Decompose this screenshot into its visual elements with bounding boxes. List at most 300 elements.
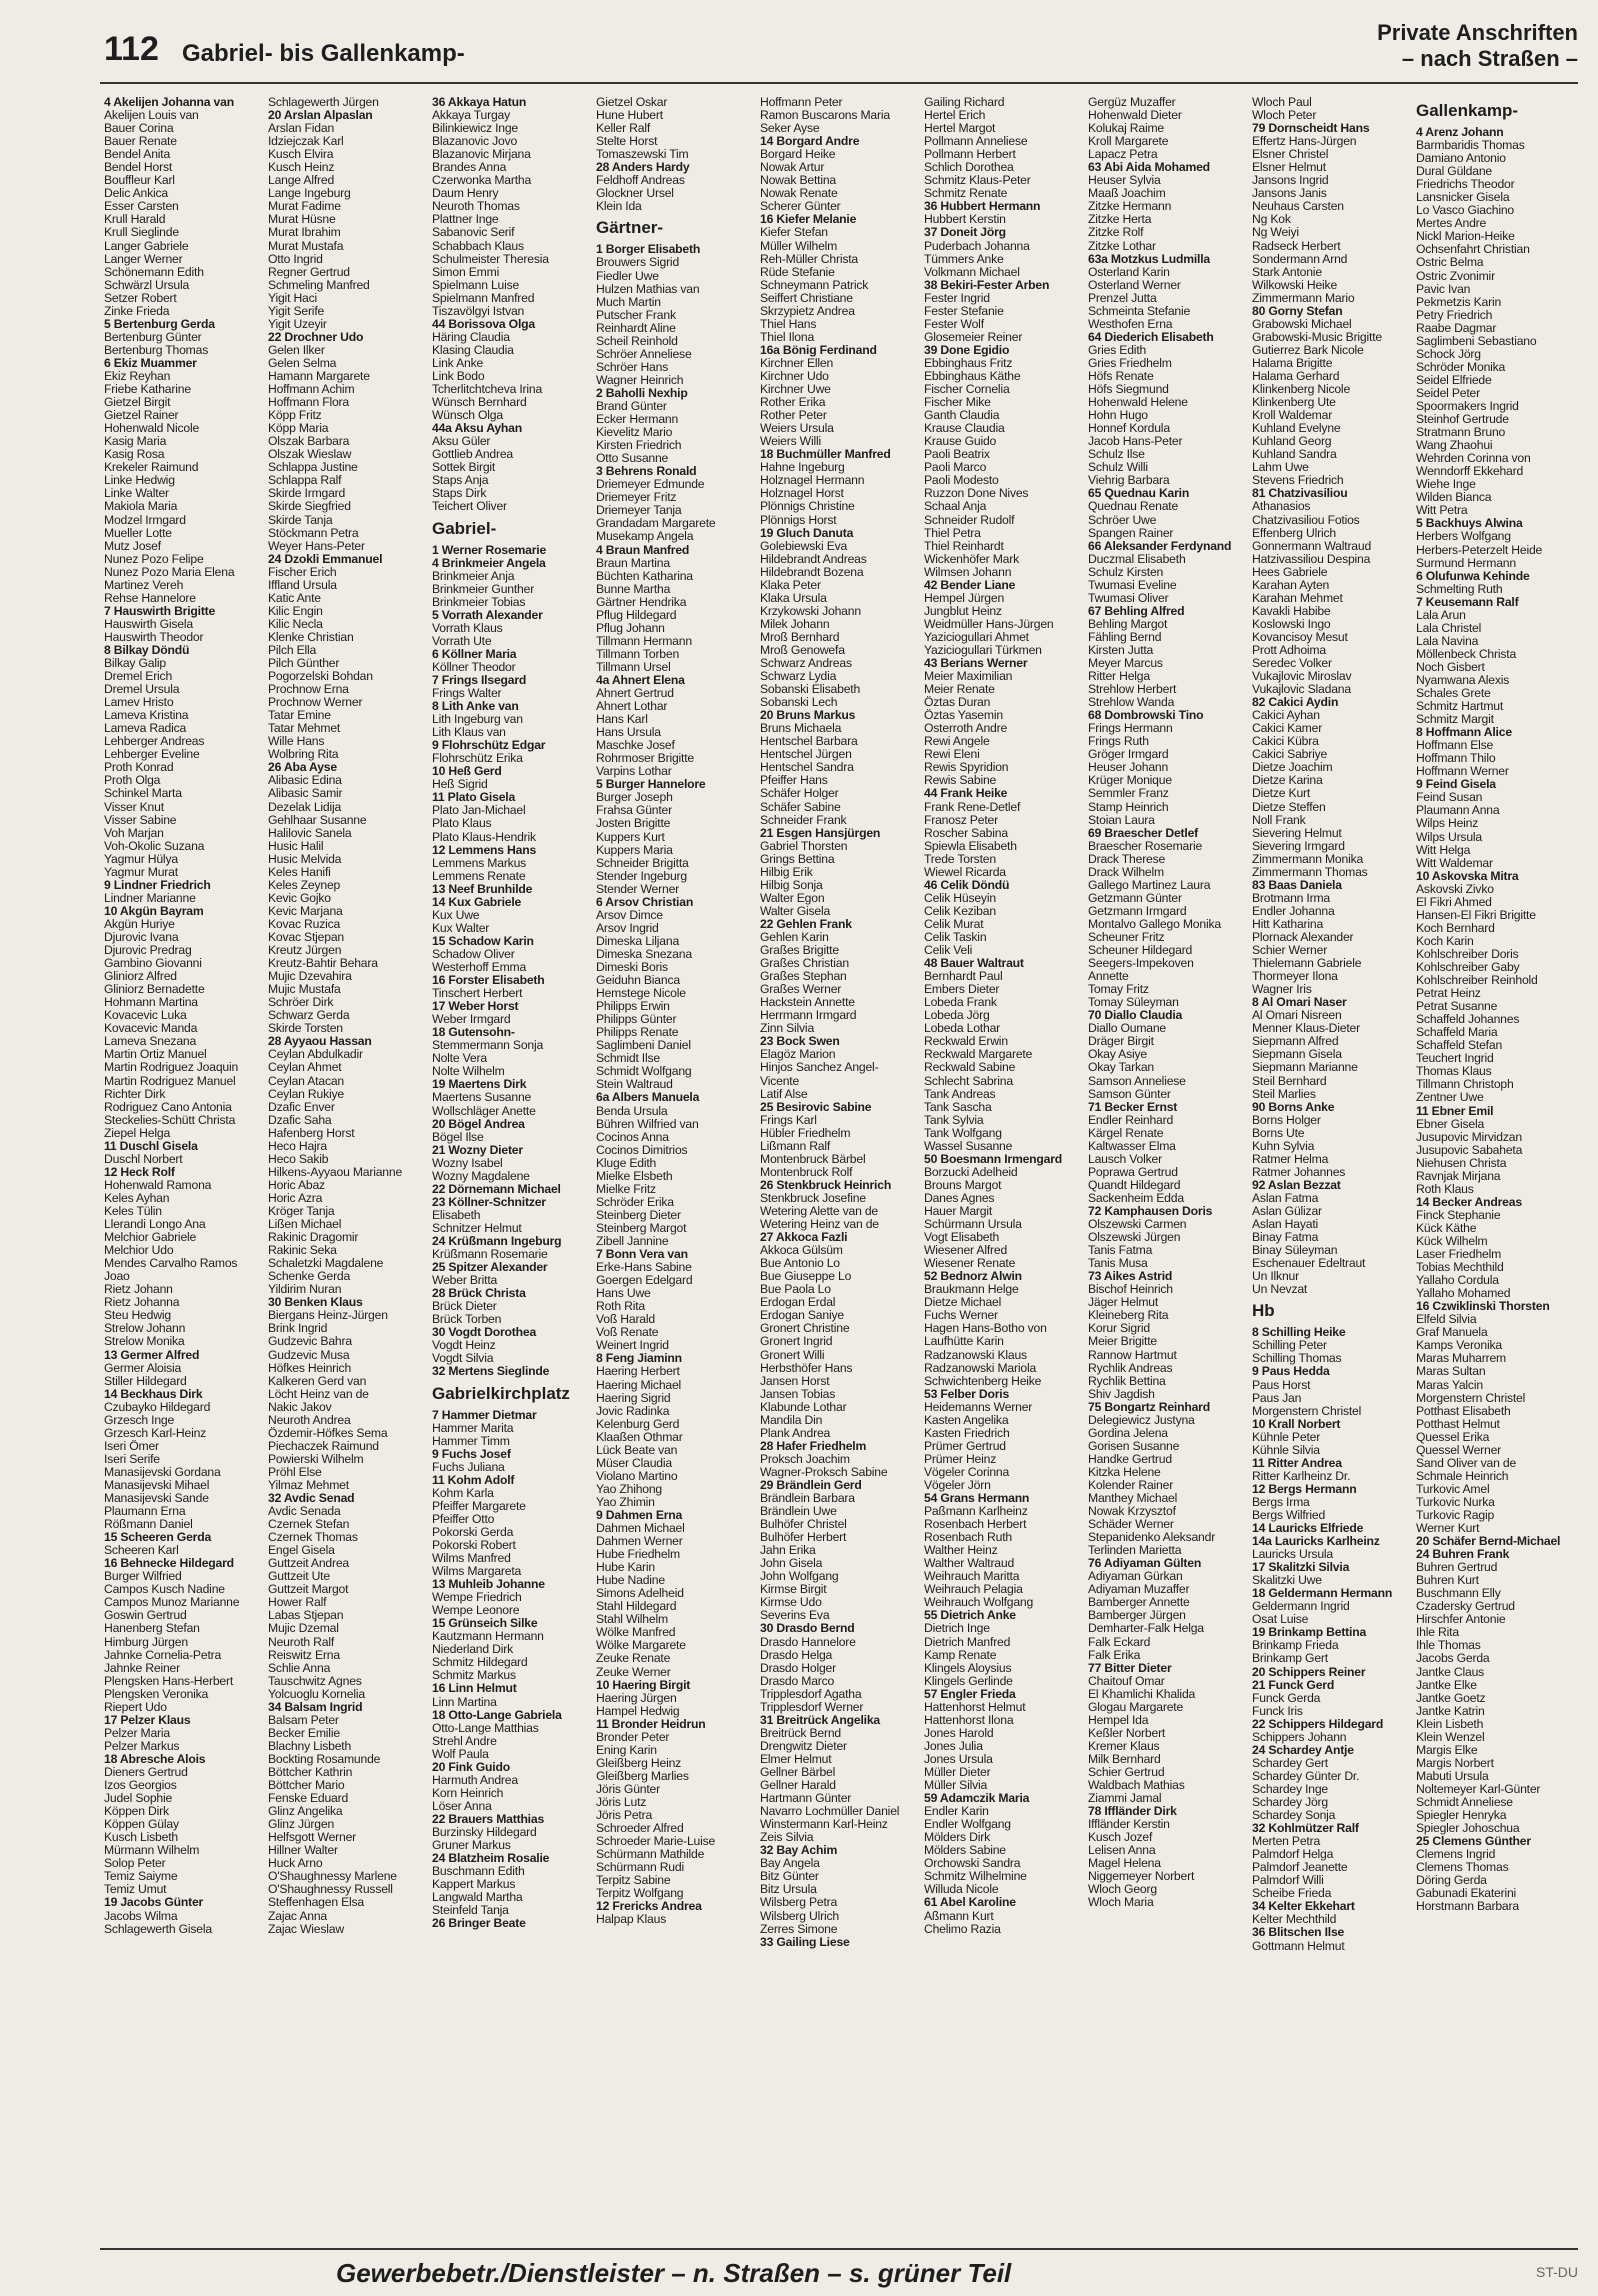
resident-entry: El Khamlichi Khalida — [1088, 1687, 1196, 1701]
resident-entry: Murat Hüsne — [268, 213, 336, 227]
resident-entry: Fenske Eduard — [268, 1792, 349, 1806]
resident-entry: Ritter Karlheinz Dr. — [1252, 1469, 1351, 1483]
resident-entry: Ziepel Helga — [104, 1126, 171, 1140]
resident-entry: Margis Elke — [1416, 1743, 1478, 1757]
resident-entry: Martin Rodriguez Joaquin — [104, 1061, 239, 1075]
resident-entry: Husic Halil — [268, 839, 324, 853]
resident-entry: Strehlow Herbert — [1088, 683, 1177, 697]
resident-entry: Nowak Renate — [760, 187, 838, 201]
resident-entry: Stelte Horst — [596, 135, 658, 149]
resident-entry: Jansen Horst — [760, 1374, 830, 1388]
resident-entry: Golebiewski Eva — [760, 539, 848, 553]
resident-entry: Kück Käthe — [1416, 1221, 1477, 1235]
directory-column-6 — [924, 96, 1080, 2236]
resident-entry: Karahan Ayten — [1252, 578, 1330, 592]
resident-entry: Ng Weiyi — [1252, 226, 1299, 240]
resident-entry: Schardey Inge — [1252, 1782, 1328, 1796]
resident-entry: Petrat Heinz — [1416, 987, 1481, 1001]
resident-entry: Halama Brigitte — [1252, 356, 1333, 370]
resident-entry: Funck Gerda — [1252, 1691, 1321, 1705]
resident-entry: Klingels Aloysius — [924, 1661, 1012, 1675]
resident-entry: Temiz Saiyme — [104, 1870, 178, 1884]
house-number-entry: 46 Celik Döndü — [924, 878, 1010, 892]
resident-entry: Aslan Hayati — [1252, 1218, 1319, 1232]
resident-entry: Frings Hermann — [1088, 722, 1173, 736]
resident-entry: Celik Hüseyin — [924, 891, 996, 905]
resident-entry: Lameva Radica — [104, 722, 187, 736]
resident-entry: Reh-Müller Christa — [760, 252, 858, 266]
resident-entry: Quednau Renate — [1088, 500, 1179, 514]
resident-entry: Schäder Werner — [1088, 1518, 1174, 1532]
resident-entry: Aslan Fatma — [1252, 1191, 1319, 1205]
resident-entry: Laufhütte Karin — [924, 1335, 1004, 1349]
resident-entry: Gärtner Hendrika — [596, 595, 687, 609]
resident-entry: Sand Oliver van de — [1416, 1456, 1517, 1470]
resident-entry: Bauer Corina — [104, 122, 174, 136]
resident-entry: Tillmann Ursel — [596, 660, 671, 674]
resident-entry: Hoffmann Achim — [268, 383, 355, 397]
resident-entry: Burger Joseph — [596, 791, 673, 805]
house-number-entry: 7 Keusemann Ralf — [1416, 595, 1519, 609]
resident-entry: Müller Silvia — [924, 1779, 988, 1793]
resident-entry: Thormeyer Ilona — [1252, 970, 1338, 984]
resident-entry: Brinkamp Frieda — [1252, 1639, 1339, 1653]
resident-entry: Gambino Giovanni — [104, 957, 202, 971]
resident-entry: Sobanski Elisabeth — [760, 683, 861, 697]
resident-entry: Wozny Magdalene — [432, 1169, 530, 1183]
resident-entry: Adiyaman Gürkan — [1088, 1570, 1183, 1584]
resident-entry: Schulz Kirsten — [1088, 565, 1164, 579]
resident-entry: Putscher Frank — [596, 308, 676, 322]
resident-entry: Rewi Angele — [924, 735, 990, 749]
resident-entry: Krause Guido — [924, 435, 997, 449]
resident-entry: Gorisen Susanne — [1088, 1439, 1180, 1453]
resident-entry: Kleineberg Rita — [1088, 1309, 1169, 1323]
resident-entry: Hauswirth Theodor — [104, 630, 204, 644]
resident-entry: Kaltwasser Elma — [1088, 1139, 1176, 1153]
resident-entry: Hohenwald Nicole — [104, 422, 200, 436]
resident-entry: Murat Fadime — [268, 200, 341, 214]
resident-entry: Kilic Necla — [268, 617, 323, 631]
resident-entry: Kuhland Evelyne — [1252, 422, 1341, 436]
house-number-entry: 34 Balsam Ingrid — [268, 1700, 363, 1714]
resident-entry: Stevens Friedrich — [1252, 474, 1344, 488]
resident-entry: Kirmse Udo — [760, 1596, 822, 1610]
resident-entry: Witt Waldemar — [1416, 856, 1493, 870]
resident-entry: Kuppers Kurt — [596, 830, 665, 844]
resident-entry: Nowak Artur — [760, 161, 825, 175]
house-number-entry: 7 Hauswirth Brigitte — [104, 604, 216, 618]
house-number-entry: 30 Drasdo Bernd — [760, 1622, 855, 1636]
resident-entry: Wiewel Ricarda — [924, 865, 1006, 879]
resident-entry: Tomaszewski Tim — [596, 148, 689, 162]
resident-entry: Lobeda Jörg — [924, 1009, 990, 1023]
page-range-title: Gabriel- bis Gallenkamp- — [182, 40, 465, 67]
resident-entry: Witt Helga — [1416, 843, 1471, 857]
resident-entry: Dietze Joachim — [1252, 761, 1333, 775]
house-number-entry: 19 Gluch Danuta — [760, 526, 854, 540]
house-number-entry: 22 Gehlen Frank — [760, 917, 852, 931]
resident-entry: Helfsgott Werner — [268, 1831, 357, 1845]
resident-entry: Gruner Markus — [432, 1839, 511, 1853]
resident-entry: Bue Antonio Lo — [760, 1257, 840, 1271]
resident-entry: Semmler Franz — [1088, 787, 1169, 801]
resident-entry: Setzer Robert — [104, 291, 177, 305]
resident-entry: Lobeda Lothar — [924, 1022, 1001, 1036]
house-number-entry: 82 Cakici Aydin — [1252, 696, 1339, 710]
resident-entry: Skalitzki Uwe — [1252, 1574, 1322, 1588]
resident-entry: Schabbach Klaus — [432, 239, 524, 253]
resident-entry: Hertel Margot — [924, 122, 996, 136]
house-number-entry: 22 Schippers Hildegard — [1252, 1717, 1384, 1731]
resident-entry: Pokorski Robert — [432, 1538, 516, 1552]
resident-entry: Wilsberg Ulrich — [760, 1909, 839, 1923]
resident-entry: Brotmann Irma — [1252, 891, 1330, 905]
resident-entry: Kohlschreiber Reinhold — [1416, 974, 1538, 988]
resident-entry: Behling Margot — [1088, 617, 1168, 631]
resident-entry: Koslowski Ingo — [1252, 617, 1331, 631]
resident-entry: Tripplesdorf Werner — [760, 1700, 864, 1714]
resident-entry: Hattenhorst Helmut — [924, 1700, 1026, 1714]
resident-entry: Terpitz Wolfgang — [596, 1887, 684, 1901]
resident-entry: O'Shaughnessy Marlene — [268, 1870, 397, 1884]
resident-entry: Hemstege Nicole — [596, 987, 686, 1001]
house-number-entry: 3 Behrens Ronald — [596, 465, 697, 479]
resident-entry: Spoormakers Ingrid — [1416, 399, 1519, 413]
resident-entry: Ng Kok — [1252, 213, 1291, 227]
resident-entry: Jahnke Cornelia-Petra — [104, 1648, 222, 1662]
resident-entry: Ceylan Ahmet — [268, 1061, 342, 1075]
resident-entry: Lith Klaus van — [432, 726, 506, 740]
resident-entry: Heidemanns Werner — [924, 1400, 1033, 1414]
resident-entry: Nunez Pozo Felipe — [104, 552, 204, 566]
resident-entry: Zinn Silvia — [760, 1022, 815, 1036]
house-number-entry: 11 Duschl Gisela — [104, 1139, 198, 1153]
resident-entry: Mujic Dzevahira — [268, 970, 352, 984]
house-number-entry: 78 Iffländer Dirk — [1088, 1805, 1177, 1819]
resident-entry: Drack Therese — [1088, 852, 1166, 866]
resident-entry: Paus Horst — [1252, 1378, 1311, 1392]
resident-entry: El Fikri Ahmed — [1416, 895, 1492, 909]
resident-entry: Klein Wenzel — [1416, 1730, 1485, 1744]
house-number-entry: 25 Clemens Günther — [1416, 1835, 1531, 1849]
resident-entry: Haering Herbert — [596, 1365, 680, 1379]
resident-entry: Thiel Hans — [760, 317, 817, 331]
resident-entry: Glockner Ursel — [596, 187, 674, 201]
resident-entry: Rannow Hartmut — [1088, 1348, 1177, 1362]
resident-entry: Bergs Wilfried — [1252, 1508, 1326, 1522]
resident-entry: Hackstein Annette — [760, 996, 855, 1010]
resident-entry: Schilling Thomas — [1252, 1352, 1342, 1366]
resident-entry: Keller Ralf — [596, 122, 651, 136]
resident-entry: Hoffmann Thilo — [1416, 752, 1496, 766]
resident-entry: Dräger Birgit — [1088, 1035, 1154, 1049]
resident-entry: Kelenburg Gerd — [596, 1417, 680, 1431]
resident-entry: Dietrich Manfred — [924, 1635, 1011, 1649]
resident-entry: Jones Harold — [924, 1726, 994, 1740]
directory-column-4 — [596, 96, 752, 2236]
resident-entry: Gellner Bärbel — [760, 1766, 836, 1779]
resident-entry: Krüßmann Rosemarie — [432, 1248, 548, 1262]
resident-entry: Rosenbach Ruth — [924, 1531, 1012, 1545]
resident-entry: Tümmers Anke — [924, 252, 1004, 266]
resident-entry: Bue Giuseppe Lo — [760, 1270, 852, 1284]
resident-entry: Aksu Güler — [432, 435, 491, 449]
resident-entry: Wiesener Renate — [924, 1257, 1016, 1271]
resident-entry: Häring Claudia — [432, 330, 510, 344]
resident-entry: Hempel Jürgen — [924, 591, 1005, 605]
house-number-entry: 77 Bitter Dieter — [1088, 1661, 1172, 1675]
resident-entry: Chatzivasiliou Fotios — [1252, 513, 1360, 527]
resident-entry: Reinhardt Aline — [596, 321, 676, 335]
resident-entry: Kirmse Birgit — [760, 1583, 827, 1597]
resident-entry: Horic Abaz — [268, 1178, 325, 1192]
resident-entry: Neuroth Ralf — [268, 1635, 335, 1649]
resident-entry: Tank Andreas — [924, 1087, 996, 1101]
resident-entry: Breitrück Bernd — [760, 1726, 841, 1740]
house-number-entry: 4 Arenz Johann — [1416, 126, 1504, 139]
resident-entry: Voß Harald — [596, 1313, 655, 1327]
resident-entry: Celik Taskin — [924, 931, 987, 944]
resident-entry: Montalvo Gallego Monika — [1088, 917, 1221, 931]
resident-entry: Vogdt Heinz — [432, 1339, 496, 1353]
resident-entry: Schäfer Sabine — [760, 800, 841, 814]
resident-entry: Lith Ingeburg van — [432, 713, 523, 727]
resident-entry: Öztas Yasemin — [924, 709, 1003, 723]
resident-entry: Strehlow Wanda — [1088, 696, 1175, 710]
page-footer — [0, 2248, 1598, 2296]
resident-entry: Reckwald Sabine — [924, 1061, 1016, 1075]
resident-entry: Gliniorz Alfred — [104, 970, 177, 984]
resident-entry: Kautzmann Hermann — [432, 1630, 544, 1644]
resident-entry: Jovic Radinka — [596, 1404, 670, 1418]
house-number-entry: 18 Abresche Alois — [104, 1752, 206, 1766]
resident-entry: Alibasic Samir — [268, 787, 343, 801]
house-number-entry: 28 Hafer Friedhelm — [760, 1439, 867, 1453]
resident-entry: Lobeda Frank — [924, 996, 997, 1010]
resident-entry: Hartmann Günter — [760, 1792, 852, 1806]
resident-entry: Franosz Peter — [924, 813, 998, 827]
resident-entry: Lißmann Ralf — [760, 1139, 831, 1153]
resident-entry: Schock Jörg — [1416, 347, 1481, 361]
footer-divider — [100, 2248, 1578, 2250]
resident-entry: Wloch Georg — [1088, 1883, 1157, 1897]
resident-entry: Gronert Willi — [760, 1348, 825, 1362]
resident-entry: Gleißberg Heinz — [596, 1756, 682, 1770]
resident-entry: Gallego Martinez Laura — [1088, 878, 1211, 892]
resident-entry: Hinjos Sanchez Angel- — [760, 1061, 879, 1075]
resident-entry: Djurovic Ivana — [104, 931, 179, 944]
resident-entry: Lindner Marianne — [104, 891, 196, 905]
resident-entry: Löser Anna — [432, 1799, 492, 1813]
house-number-entry: 90 Borns Anke — [1252, 1100, 1335, 1114]
resident-entry: Balsam Peter — [268, 1713, 339, 1727]
house-number-entry: 52 Bednorz Alwin — [924, 1270, 1022, 1284]
resident-entry: Jahnke Reiner — [104, 1661, 180, 1675]
resident-entry: Heuser Johann — [1088, 761, 1169, 775]
resident-entry: Westhofen Erna — [1088, 317, 1173, 331]
resident-entry: Braun Martina — [596, 556, 670, 570]
resident-entry: Schmidt Anneliese — [1416, 1796, 1513, 1809]
resident-entry: Roscher Sabina — [924, 826, 1008, 840]
resident-entry: Köpp Fritz — [268, 409, 322, 423]
resident-entry: Krüger Monique — [1088, 774, 1172, 788]
house-number-entry: 16 Czwiklinski Thorsten — [1416, 1300, 1550, 1314]
resident-entry: Hohenwald Helene — [1088, 396, 1188, 410]
resident-entry: Keles Tülin — [104, 1204, 162, 1218]
house-number-entry: 72 Kamphausen Doris — [1088, 1204, 1213, 1218]
resident-entry: Seegers-Impekoven — [1088, 957, 1194, 971]
resident-entry: Manasijevski Mihael — [104, 1478, 210, 1492]
resident-entry: Spangen Rainer — [1088, 526, 1174, 540]
house-number-entry: 32 Mertens Sieglinde — [432, 1365, 550, 1379]
resident-entry: Dzafic Enver — [268, 1100, 335, 1114]
resident-entry: Frings Karl — [760, 1113, 817, 1127]
resident-entry: Temiz Umut — [104, 1883, 167, 1897]
resident-entry: Lemmens Renate — [432, 869, 526, 883]
house-number-entry: 36 Hubbert Hermann — [924, 200, 1041, 214]
resident-entry: Voh-Okolic Suzana — [104, 839, 205, 853]
resident-entry: Vukajlovic Sladana — [1252, 683, 1351, 697]
resident-entry: Reckwald Erwin — [924, 1035, 1008, 1049]
resident-entry: Proksch Joachim — [760, 1452, 850, 1466]
resident-entry: Stahl Hildegard — [596, 1600, 677, 1614]
resident-entry: Nolte Vera — [432, 1052, 487, 1066]
resident-entry: Grzesch Inge — [104, 1413, 175, 1427]
resident-entry: Arsov Dimce — [596, 908, 663, 922]
house-number-entry: 63 Abi Aida Mohamed — [1088, 161, 1210, 175]
resident-entry: Heuser Sylvia — [1088, 174, 1161, 188]
resident-entry: Wollschläger Anette — [432, 1104, 536, 1118]
resident-entry: Buschmann Elly — [1416, 1587, 1501, 1601]
resident-entry: Bertenburg Günter — [104, 330, 202, 344]
resident-entry: Schippers Johann — [1252, 1730, 1347, 1744]
resident-entry: Ostric Zvonimir — [1416, 269, 1495, 283]
resident-entry: Klaaßen Othmar — [596, 1430, 683, 1444]
resident-entry: Stender Werner — [596, 882, 680, 896]
resident-entry: Graßes Christian — [760, 957, 849, 971]
resident-entry: Getzmann Irmgard — [1088, 904, 1187, 918]
house-number-entry: 69 Braescher Detlef — [1088, 826, 1199, 840]
house-number-entry: 13 Muhleib Johanne — [432, 1578, 545, 1592]
resident-entry: Mujic Mustafa — [268, 983, 341, 997]
resident-entry: Rietz Johanna — [104, 1296, 180, 1310]
resident-entry: Schales Grete — [1416, 687, 1491, 701]
resident-entry: Djurovic Predrag — [104, 944, 192, 958]
resident-entry: Kirsten Jutta — [1088, 643, 1154, 657]
resident-entry: Maras Muharrem — [1416, 1352, 1506, 1366]
house-number-entry: 27 Akkoca Fazli — [760, 1231, 848, 1245]
resident-entry: Hentschel Jürgen — [760, 748, 852, 762]
resident-entry: Morgenstern Christel — [1252, 1404, 1362, 1418]
resident-entry: Honnef Kordula — [1088, 422, 1170, 436]
resident-entry: Lamev Hristo — [104, 696, 174, 710]
resident-entry: Schönemann Edith — [104, 265, 204, 279]
resident-entry: Schröder Monika — [1416, 360, 1506, 374]
resident-entry: Zeuke Werner — [596, 1665, 671, 1679]
resident-entry: Bay Angela — [760, 1857, 820, 1871]
resident-entry: Neuhaus Carsten — [1252, 200, 1344, 214]
resident-entry: Otto Susanne — [596, 452, 669, 466]
resident-entry: Akkoca Gülsüm — [760, 1244, 843, 1258]
house-number-entry: 31 Breitrück Angelika — [760, 1713, 880, 1727]
resident-entry: Weber Irmgard — [432, 1013, 511, 1027]
resident-entry: Höfs Siegmund — [1088, 383, 1169, 397]
resident-entry: Buhren Gertrud — [1416, 1561, 1498, 1575]
resident-entry: Keles Hanifi — [268, 865, 331, 879]
resident-entry: Potthast Elisabeth — [1416, 1404, 1511, 1418]
house-number-entry: 11 Plato Gisela — [432, 791, 516, 805]
house-number-entry: 8 Al Omari Naser — [1252, 996, 1347, 1010]
resident-entry: Dremel Ursula — [104, 683, 180, 697]
resident-entry: Gellner Harald — [760, 1779, 836, 1793]
house-number-entry: 19 Maertens Dirk — [432, 1078, 527, 1092]
resident-entry: Schaffeld Johannes — [1416, 1013, 1520, 1027]
resident-entry: Steffenhagen Elsa — [268, 1896, 364, 1910]
resident-entry: Simons Adelheid — [596, 1587, 684, 1601]
resident-entry: Sackenheim Edda — [1088, 1191, 1184, 1205]
resident-entry: Lange Ingeburg — [268, 187, 351, 201]
resident-entry: Walter Egon — [760, 891, 825, 905]
resident-entry: Lange Alfred — [268, 174, 335, 188]
house-number-entry: 6a Albers Manuela — [596, 1091, 700, 1105]
resident-entry: Stender Ingeburg — [596, 869, 687, 883]
resident-entry: Scheil Reinhold — [596, 334, 678, 348]
resident-entry: Yagmur Murat — [104, 865, 178, 879]
resident-entry: Akkaya Turgay — [432, 109, 511, 123]
resident-entry: Korn Heinrich — [432, 1786, 504, 1800]
resident-entry: Bögel Ilse — [432, 1130, 484, 1144]
resident-entry: Schürmann Rudi — [596, 1861, 684, 1875]
house-number-entry: 2 Baholli Nexhip — [596, 386, 688, 400]
resident-entry: Wiehe Inge — [1416, 478, 1476, 492]
resident-entry: Radzanowski Mariola — [924, 1361, 1037, 1375]
resident-entry: Schneider Brigitta — [596, 856, 689, 870]
resident-entry: Annette — [1088, 970, 1129, 984]
resident-entry: Dieners Gertrud — [104, 1766, 188, 1779]
house-number-entry: 20 Bögel Andrea — [432, 1117, 525, 1131]
house-number-entry: 70 Diallo Claudia — [1088, 1009, 1183, 1023]
page-header — [0, 0, 1598, 80]
resident-entry: Mendes Carvalho Ramos — [104, 1257, 238, 1271]
house-number-entry: 12 Bergs Hermann — [1252, 1482, 1357, 1496]
resident-entry: Mroß Genowefa — [760, 643, 845, 657]
resident-entry: Elsner Christel — [1252, 148, 1329, 162]
house-number-entry: 17 Pelzer Klaus — [104, 1713, 191, 1727]
resident-entry: Strelow Monika — [104, 1335, 185, 1349]
house-number-entry: 57 Engler Frieda — [924, 1687, 1016, 1701]
house-number-entry: 30 Benken Klaus — [268, 1296, 363, 1310]
resident-entry: Cakici Kübra — [1252, 735, 1319, 749]
resident-entry: Gabunadi Ekaterini — [1416, 1887, 1517, 1901]
resident-entry: Prümer Gertrud — [924, 1439, 1006, 1453]
resident-entry: Skirde Irmgard — [268, 487, 346, 501]
resident-entry: Vögeler Jörn — [924, 1478, 991, 1492]
resident-entry: Blazanovic Jovo — [432, 135, 518, 149]
resident-entry: Ramon Buscarons Maria — [760, 109, 890, 123]
house-number-entry: 13 Neef Brunhilde — [432, 882, 533, 896]
resident-entry: Gudzevic Bahra — [268, 1335, 352, 1349]
house-number-entry: 39 Done Egidio — [924, 343, 1010, 357]
resident-entry: Erdogan Erdal — [760, 1296, 836, 1310]
resident-entry: Plengsken Hans-Herbert — [104, 1674, 234, 1688]
resident-entry: Hilbig Erik — [760, 865, 813, 879]
resident-entry: Friedrichs Theodor — [1416, 178, 1515, 192]
resident-entry: Halpap Klaus — [596, 1913, 667, 1927]
street-heading: Gabriel- — [432, 518, 497, 538]
resident-entry: Schröer Hans — [596, 360, 669, 374]
resident-entry: Brouns Margot — [924, 1178, 1002, 1192]
